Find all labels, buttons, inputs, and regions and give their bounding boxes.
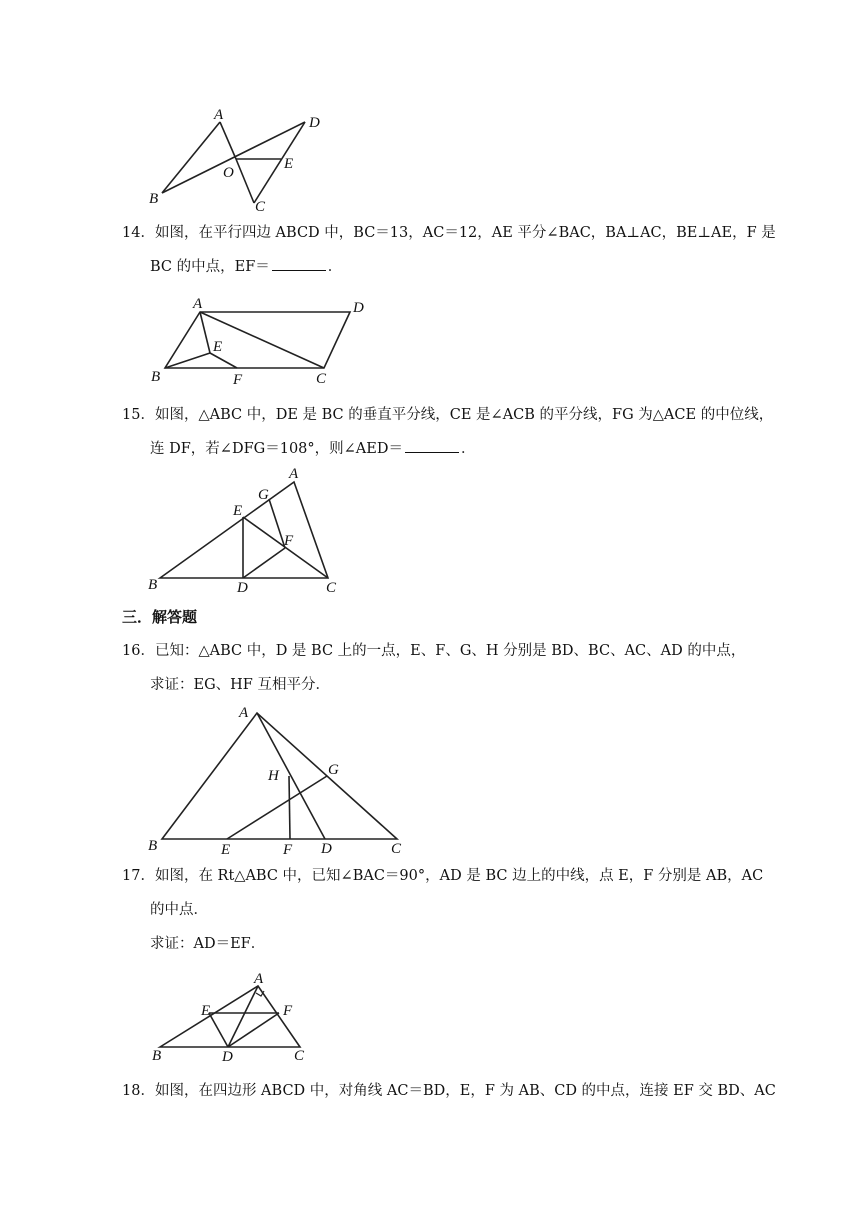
label-B: B — [148, 838, 158, 854]
label-B: B — [152, 1048, 162, 1064]
label-B: B — [151, 369, 161, 385]
label-B: B — [148, 577, 158, 593]
answer-blank[interactable] — [272, 258, 326, 271]
question-15-end: ． — [460, 441, 476, 457]
question-18-line1: 18．如图，在四边形 ABCD 中，对角线 AC＝BD，E，F 为 AB、CD 的中点，连接 EF 交 BD、AC — [122, 1083, 776, 1099]
label-E: E — [233, 503, 243, 519]
question-17-line1: 17．如图，在 Rt△ABC 中，已知∠BAC＝90°，AD 是 BC 边上的中线，点 E，F 分别是 AB，AC — [122, 868, 764, 884]
label-E: E — [213, 339, 223, 355]
question-17-line3: 求证：AD＝EF． — [150, 936, 266, 952]
label-G: G — [258, 487, 269, 503]
label-C: C — [294, 1048, 305, 1064]
label-C: C — [326, 580, 337, 596]
label-B: B — [149, 191, 159, 207]
question-14-line1: 14．如图，在平行四边 ABCD 中，BC＝13，AC＝12，AE 平分∠BAC，BA⊥AC，BE⊥AE，F 是 — [122, 225, 776, 241]
figure-13 — [140, 100, 340, 215]
label-E: E — [221, 842, 231, 858]
label-C: C — [391, 841, 402, 857]
figure-17 — [140, 965, 320, 1065]
label-F: F — [283, 842, 293, 858]
label-A: A — [214, 107, 224, 123]
question-15-text: 连 DF，若∠DFG＝108°，则∠AED＝ — [150, 441, 403, 457]
figure-16 — [140, 700, 420, 860]
label-D: D — [237, 580, 248, 596]
section-heading: 三．解答题 — [122, 608, 198, 626]
label-F: F — [284, 533, 294, 549]
label-D: D — [321, 841, 332, 857]
question-14-line2 — [150, 257, 342, 277]
label-D: D — [353, 300, 364, 316]
question-14-end: ． — [327, 259, 343, 275]
label-A: A — [239, 705, 249, 721]
question-16-line2: 求证：EG、HF 互相平分． — [150, 677, 330, 693]
label-A: A — [289, 466, 299, 482]
figure-15 — [140, 462, 360, 597]
label-O: O — [223, 165, 234, 181]
question-14-text: BC 的中点，EF＝ — [150, 259, 270, 275]
label-A: A — [193, 296, 203, 312]
label-F: F — [283, 1003, 293, 1019]
question-17-line2: 的中点． — [150, 902, 208, 918]
label-D: D — [222, 1049, 233, 1065]
figure-14 — [140, 295, 380, 390]
label-G: G — [328, 762, 339, 778]
label-A: A — [254, 971, 264, 987]
label-C: C — [255, 199, 266, 215]
label-D: D — [309, 115, 320, 131]
label-E: E — [201, 1003, 211, 1019]
answer-blank[interactable] — [405, 440, 459, 453]
question-15-line1: 15．如图，△ABC 中，DE 是 BC 的垂直平分线，CE 是∠ACB 的平分线，FG 为△ACE 的中位线， — [122, 407, 774, 423]
label-F: F — [233, 372, 243, 388]
label-E: E — [284, 156, 294, 172]
question-16-line1: 16．已知：△ABC 中，D 是 BC 上的一点，E、F、G、H 分别是 BD、BC、AC、AD 的中点， — [122, 643, 746, 659]
question-15-line2 — [150, 439, 475, 459]
label-C: C — [316, 371, 327, 387]
label-H: H — [268, 768, 279, 784]
